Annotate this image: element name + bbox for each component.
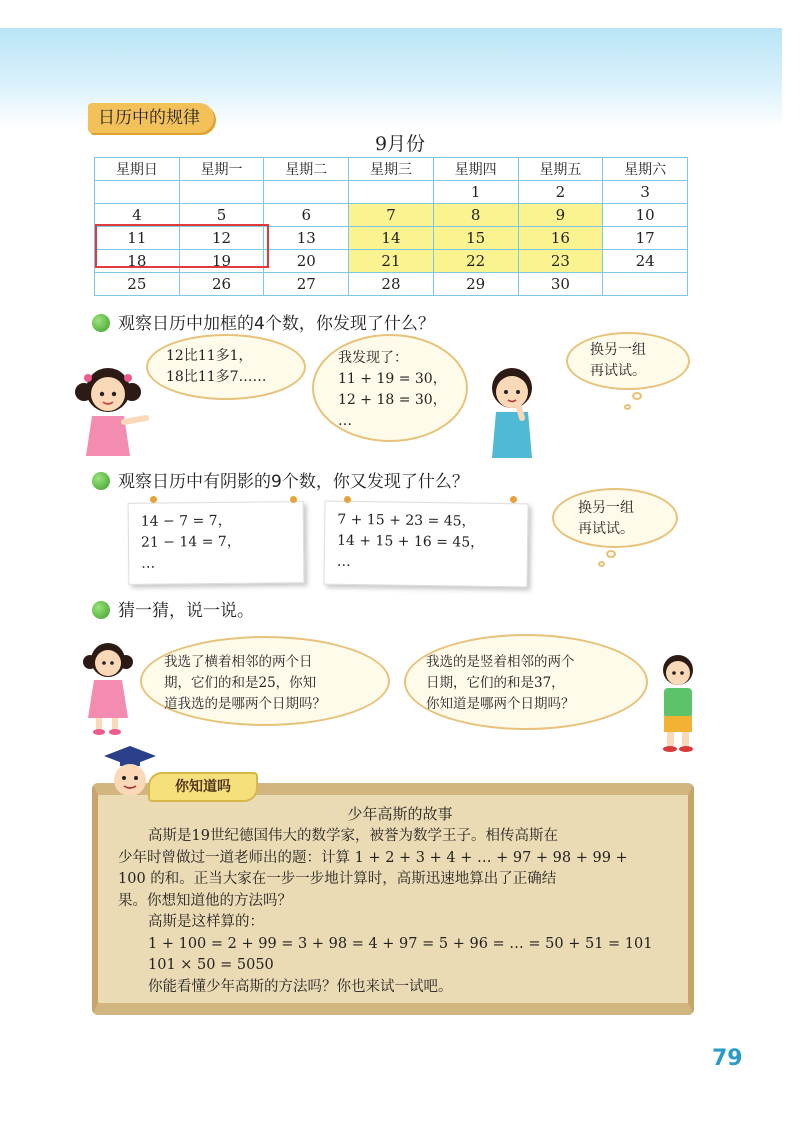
calendar-cell: 3 — [603, 181, 688, 204]
calendar-cell: 30 — [518, 273, 603, 296]
calendar-cell-shaded: 22 — [433, 250, 518, 273]
calendar-cell: 27 — [264, 273, 349, 296]
pin-icon — [510, 496, 517, 503]
pin-icon — [344, 496, 351, 503]
calendar-cell-shaded: 8 — [433, 204, 518, 227]
calendar-cell-shaded: 23 — [518, 250, 603, 273]
bubble-line: 12比11多1， — [166, 348, 253, 364]
calendar-header-row — [95, 158, 688, 181]
bubble-line: 道我选的是哪两个日期吗？ — [164, 696, 326, 712]
bubble-line: 11 + 19 = 30， — [338, 371, 447, 387]
bubble-line: 换另一组 — [590, 342, 646, 358]
story-line: 你能看懂少年高斯的方法吗？你也来试一试吧。 — [148, 978, 453, 995]
story-line: 高斯是19世纪德国伟大的数学家，被誉为数学王子。相传高斯在 — [148, 828, 558, 844]
calendar-cell: 6 — [264, 204, 349, 227]
question-1-text: 观察日历中加框的4个数，你发现了什么？ — [118, 314, 435, 334]
story-line: 1 + 100 = 2 + 99 = 3 + 98 = 4 + 97 = 5 + 96 = … = 50 + 51 = 101 — [148, 935, 653, 952]
section-title: 日历中的规律 — [88, 103, 214, 133]
boy-illustration — [650, 650, 706, 756]
calendar-cell-shaded: 15 — [433, 227, 518, 250]
calendar-cell: 29 — [433, 273, 518, 296]
note-line: … — [141, 555, 156, 572]
calendar-cell: 24 — [603, 250, 688, 273]
weekday-header: 星期三 — [349, 158, 434, 181]
story-line: 100 的和。正当大家在一步一步地计算时，高斯迅速地算出了正确结 — [118, 871, 557, 887]
calendar-cell — [264, 181, 349, 204]
bubble-line: 18比11多7…… — [166, 369, 267, 385]
thought-dot — [598, 561, 605, 567]
calendar-title: 9月份 — [374, 133, 426, 155]
weekday-header: 星期日 — [95, 158, 180, 181]
calendar-row — [95, 227, 688, 250]
calendar-cell: 26 — [179, 273, 264, 296]
weekday-header: 星期五 — [518, 158, 603, 181]
page-number: 79 — [712, 1046, 743, 1071]
pin-icon — [150, 496, 157, 503]
calendar-cell — [179, 181, 264, 204]
question-3 — [92, 596, 254, 621]
note-line: 14 + 15 + 16 = 45， — [336, 532, 485, 551]
note-line: … — [336, 553, 351, 570]
calendar-cell: 4 — [95, 204, 180, 227]
bubble-line: 期，它们的和是25，你知 — [164, 675, 317, 691]
calendar-cell — [349, 181, 434, 204]
calendar-cell: 1 — [433, 181, 518, 204]
speech-bubble-try-1 — [566, 332, 690, 390]
calendar-row — [95, 250, 688, 273]
calendar-cell — [603, 273, 688, 296]
calendar-table — [94, 157, 688, 296]
bullet-dot-icon — [92, 314, 110, 332]
calendar-row — [95, 204, 688, 227]
calendar-cell-shaded: 7 — [349, 204, 434, 227]
calendar-cell: 13 — [264, 227, 349, 250]
bubble-line: 换另一组 — [578, 500, 634, 516]
thought-dot — [606, 550, 616, 558]
calendar-cell-shaded: 16 — [518, 227, 603, 250]
story-text — [118, 826, 674, 998]
story-title: 少年高斯的故事 — [347, 805, 453, 823]
weekday-header: 星期六 — [603, 158, 688, 181]
calendar-cell — [95, 181, 180, 204]
note-line: 21 − 14 = 7， — [140, 533, 241, 551]
girl-illustration — [80, 636, 140, 736]
speech-bubble-girl-2 — [140, 636, 390, 726]
bubble-line: 12 + 18 = 30， — [338, 392, 447, 408]
question-2-text: 观察日历中有阴影的9个数，你又发现了什么？ — [118, 472, 469, 492]
thought-dot — [632, 392, 642, 400]
calendar-row — [95, 273, 688, 296]
calendar-cell: 28 — [349, 273, 434, 296]
weekday-header: 星期二 — [264, 158, 349, 181]
story-line: 高斯是这样算的： — [148, 914, 264, 930]
bubble-line: 我发现了： — [338, 350, 408, 366]
story-line: 果。你想知道他的方法吗？ — [118, 892, 292, 909]
calendar-cell: 20 — [264, 250, 349, 273]
bubble-line: 日期，它们的和是37， — [426, 675, 565, 691]
note-card-1 — [128, 501, 305, 585]
calendar-cell: 2 — [518, 181, 603, 204]
bullet-dot-icon — [92, 601, 110, 619]
bullet-dot-icon — [92, 472, 110, 490]
speech-bubble-boy-1 — [312, 334, 468, 442]
question-3-text: 猜一猜，说一说。 — [118, 601, 254, 621]
calendar-cell: 10 — [603, 204, 688, 227]
calendar-row — [95, 181, 688, 204]
girl-illustration — [70, 360, 150, 460]
weekday-header: 星期四 — [433, 158, 518, 181]
boy-illustration — [478, 360, 548, 460]
calendar-cell: 17 — [603, 227, 688, 250]
calendar-cell: 25 — [95, 273, 180, 296]
bubble-line: … — [338, 413, 352, 429]
note-line: 7 + 15 + 23 = 45， — [337, 511, 476, 530]
calendar-cell-framed: 18 — [95, 250, 180, 273]
thought-dot — [624, 404, 631, 410]
calendar-cell-shaded: 14 — [349, 227, 434, 250]
pin-icon — [290, 496, 297, 503]
bubble-line: 再试试。 — [578, 521, 634, 537]
bubble-line: 你知道是哪两个日期吗？ — [426, 696, 575, 712]
note-line: 14 − 7 = 7， — [140, 512, 232, 530]
weekday-header: 星期一 — [179, 158, 264, 181]
calendar-cell-shaded: 21 — [349, 250, 434, 273]
speech-bubble-boy-2 — [404, 634, 648, 730]
did-you-know-tag: 你知道吗 — [148, 772, 258, 802]
speech-bubble-try-2 — [552, 488, 678, 548]
bubble-line: 我选了横着相邻的两个日 — [164, 654, 313, 670]
story-line: 少年时曾做过一道老师出的题：计算 1 + 2 + 3 + 4 + … + 97 + 98 + 99 + — [118, 849, 628, 866]
note-card-2 — [323, 501, 528, 588]
question-2 — [92, 467, 469, 492]
question-1 — [92, 309, 435, 334]
calendar-cell-framed: 19 — [179, 250, 264, 273]
calendar-cell-framed: 12 — [179, 227, 264, 250]
bubble-line: 再试试。 — [590, 363, 646, 379]
speech-bubble-girl-1 — [146, 334, 306, 400]
calendar-cell-framed: 11 — [95, 227, 180, 250]
calendar-cell-shaded: 9 — [518, 204, 603, 227]
calendar-cell: 5 — [179, 204, 264, 227]
story-line: 101 × 50 = 5050 — [148, 957, 274, 973]
bubble-line: 我选的是竖着相邻的两个 — [426, 654, 575, 670]
